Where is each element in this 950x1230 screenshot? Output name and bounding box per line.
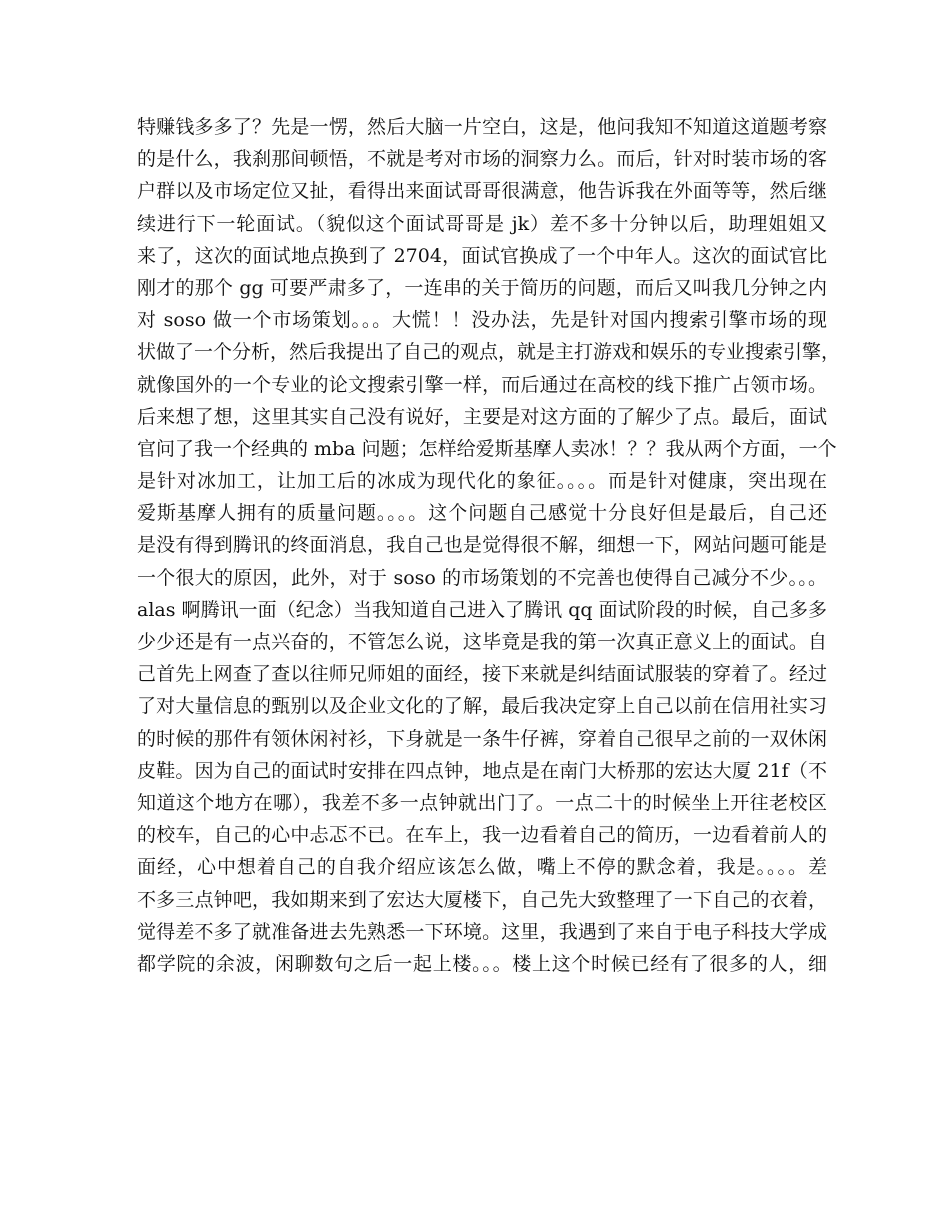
text-line: 的是什么，我刹那间顿悟，不就是考对市场的洞察力么。而后，针对时装市场的客	[137, 148, 827, 171]
text-line: 的校车，自己的心中忐忑不已。在车上，我一边看着自己的简历，一边看着前人的	[137, 824, 827, 847]
text-line: 不多三点钟吧，我如期来到了宏达大厦楼下，自己先大致整理了一下自己的衣着，	[137, 888, 827, 911]
text-line: 户群以及市场定位又扯，看得出来面试哥哥很满意，他告诉我在外面等等，然后继	[137, 180, 827, 203]
text-line: 知道这个地方在哪），我差不多一点钟就出门了。一点二十的时候坐上开往老校区	[137, 791, 827, 814]
text-line: 都学院的余波，闲聊数句之后一起上楼。。。楼上这个时候已经有了很多的人，细	[137, 952, 827, 975]
text-line: 是没有得到腾讯的终面消息，我自己也是觉得很不解，细想一下，网站问题可能是	[137, 534, 827, 557]
text-line: 续进行下一轮面试。（貌似这个面试哥哥是 jk）差不多十分钟以后，助理姐姐又	[137, 212, 827, 235]
text-line: 对 soso 做一个市场策划。。。大慌！！没办法，先是针对国内搜索引擎市场的现	[137, 309, 827, 332]
text-line: 官问了我一个经典的 mba 问题；怎样给爱斯基摩人卖冰！？？我从两个方面，一个	[137, 437, 837, 460]
text-line: 爱斯基摩人拥有的质量问题。。。。这个问题自己感觉十分良好但是最后，自己还	[137, 502, 827, 525]
text-line: 少少还是有一点兴奋的，不管怎么说，这毕竟是我的第一次真正意义上的面试。自	[137, 631, 827, 653]
text-line: 刚才的那个 gg 可要严肃多了，一连串的关于简历的问题，而后又叫我几分钟之内	[137, 276, 827, 299]
text-line: 己首先上网查了查以往师兄师姐的面经，接下来就是纠结面试服装的穿着了。经过	[137, 663, 827, 686]
text-line: 面经，心中想着自己的自我介绍应该怎么做，嘴上不停的默念着，我是。。。。差	[137, 856, 827, 879]
text-line: 就像国外的一个专业的论文搜索引擎一样，而后通过在高校的线下推广占领市场。	[137, 373, 827, 396]
text-line: 是针对冰加工，让加工后的冰成为现代化的象征。。。。而是针对健康，突出现在	[137, 470, 827, 493]
text-line: 一个很大的原因，此外，对于 soso 的市场策划的不完善也使得自己减分不少。。。	[137, 566, 827, 589]
text-line: alas 啊腾讯一面（纪念）当我知道自己进入了腾讯 qq 面试阶段的时候，自己多多	[137, 598, 827, 621]
text-line: 了对大量信息的甄别以及企业文化的了解，最后我决定穿上自己以前在信用社实习	[137, 695, 827, 718]
text-line: 皮鞋。因为自己的面试时安排在四点钟，地点是在南门大桥那的宏达大厦 21f（不	[137, 759, 827, 782]
text-line: 特赚钱多多了？先是一愣，然后大脑一片空白，这是，他问我知不知道这道题考察	[137, 116, 827, 138]
text-line: 来了，这次的面试地点换到了 2704，面试官换成了一个中年人。这次的面试官比	[137, 244, 827, 267]
text-line: 状做了一个分析，然后我提出了自己的观点，就是主打游戏和娱乐的专业搜索引擎，	[137, 341, 841, 364]
body-text	[137, 111, 841, 980]
text-line: 后来想了想，这里其实自己没有说好，主要是对这方面的了解少了点。最后，面试	[137, 405, 827, 428]
text-line: 觉得差不多了就准备进去先熟悉一下环境。这里，我遇到了来自于电子科技大学成	[137, 920, 827, 943]
text-line: 的时候的那件有领休闲衬衫，下身就是一条牛仔裤，穿着自己很早之前的一双休闲	[137, 727, 827, 750]
